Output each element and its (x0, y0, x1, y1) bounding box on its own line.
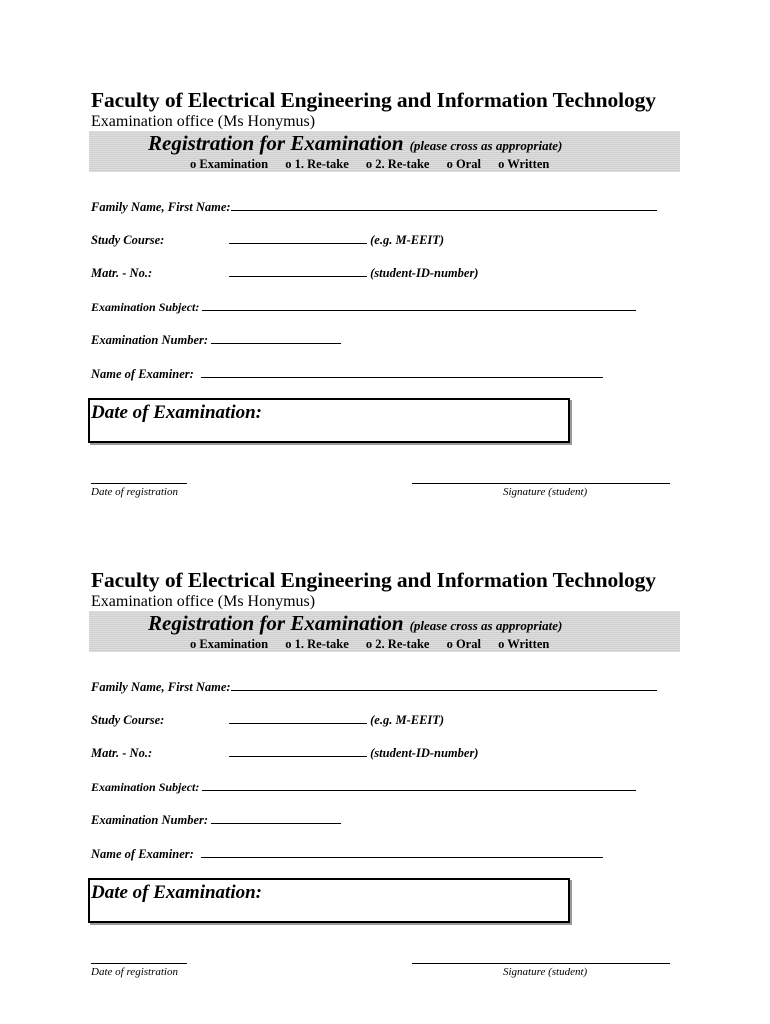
examiner-row (91, 847, 603, 862)
date-of-registration-line[interactable] (91, 963, 187, 964)
registration-form-2 (0, 480, 770, 978)
study-course-label: Study Course: (91, 233, 165, 247)
exam-number-line[interactable] (211, 813, 341, 824)
exam-subject-row (91, 780, 636, 795)
matr-label: Matr. - No.: (91, 266, 153, 280)
option-written[interactable]: o Written (498, 157, 550, 171)
examiner-row (91, 367, 603, 382)
examiner-line[interactable] (201, 847, 603, 858)
exam-number-row (91, 333, 341, 348)
family-name-label: Family Name, First Name: (91, 680, 231, 694)
registration-note: (please cross as appropriate) (409, 138, 563, 153)
study-course-label: Study Course: (91, 713, 165, 727)
examination-office: Examination office (Ms Honymus) (91, 593, 316, 610)
study-course-line[interactable] (229, 713, 367, 724)
exam-type-options (190, 157, 549, 172)
option-examination[interactable]: o Examination (190, 637, 269, 651)
exam-subject-label: Examination Subject: (91, 300, 200, 314)
option-written[interactable]: o Written (498, 637, 550, 651)
option-first-retake[interactable]: o 1. Re-take (285, 157, 349, 171)
exam-type-options (190, 637, 549, 652)
date-of-examination-label: Date of Examination: (91, 402, 263, 423)
option-examination[interactable]: o Examination (190, 157, 269, 171)
matr-row (229, 746, 478, 761)
matr-label: Matr. - No.: (91, 746, 153, 760)
study-course-row (229, 233, 444, 248)
study-course-line[interactable] (229, 233, 367, 244)
family-name-label: Family Name, First Name: (91, 200, 231, 214)
matr-row (229, 266, 478, 281)
registration-title (148, 131, 562, 156)
faculty-heading: Faculty of Electrical Engineering and Information Technology (91, 568, 656, 592)
matr-hint: (student-ID-number) (370, 746, 479, 760)
registration-note: (please cross as appropriate) (409, 618, 563, 633)
study-course-row (229, 713, 444, 728)
study-course-hint: (e.g. M-EEIT) (370, 233, 445, 247)
family-name-line[interactable] (231, 200, 657, 211)
exam-number-label: Examination Number: (91, 333, 209, 347)
registration-form-1 (0, 0, 770, 498)
option-first-retake[interactable]: o 1. Re-take (285, 637, 349, 651)
exam-number-label: Examination Number: (91, 813, 209, 827)
matr-line[interactable] (229, 746, 367, 757)
examination-office: Examination office (Ms Honymus) (91, 113, 316, 130)
matr-line[interactable] (229, 266, 367, 277)
option-oral[interactable]: o Oral (446, 157, 481, 171)
exam-subject-line[interactable] (202, 780, 636, 791)
option-second-retake[interactable]: o 2. Re-take (365, 157, 430, 171)
date-of-registration-caption: Date of registration (91, 486, 178, 498)
signature-caption: Signature (student) (503, 966, 588, 978)
signature-caption: Signature (student) (503, 486, 588, 498)
registration-title-text: Registration for Examination (148, 131, 404, 155)
exam-subject-line[interactable] (202, 300, 636, 311)
examiner-label: Name of Examiner: (91, 367, 194, 381)
signature-line[interactable] (412, 963, 670, 964)
family-name-row (91, 680, 657, 695)
option-oral[interactable]: o Oral (446, 637, 481, 651)
matr-hint: (student-ID-number) (370, 266, 479, 280)
study-course-hint: (e.g. M-EEIT) (370, 713, 445, 727)
date-of-examination-label: Date of Examination: (91, 882, 263, 903)
family-name-row (91, 200, 657, 215)
exam-number-line[interactable] (211, 333, 341, 344)
examiner-label: Name of Examiner: (91, 847, 194, 861)
examiner-line[interactable] (201, 367, 603, 378)
exam-subject-label: Examination Subject: (91, 780, 200, 794)
option-second-retake[interactable]: o 2. Re-take (365, 637, 430, 651)
registration-title-text: Registration for Examination (148, 611, 404, 635)
date-of-registration-caption: Date of registration (91, 966, 178, 978)
faculty-heading: Faculty of Electrical Engineering and Information Technology (91, 88, 656, 112)
family-name-line[interactable] (231, 680, 657, 691)
registration-title (148, 611, 562, 636)
exam-number-row (91, 813, 341, 828)
exam-subject-row (91, 300, 636, 315)
